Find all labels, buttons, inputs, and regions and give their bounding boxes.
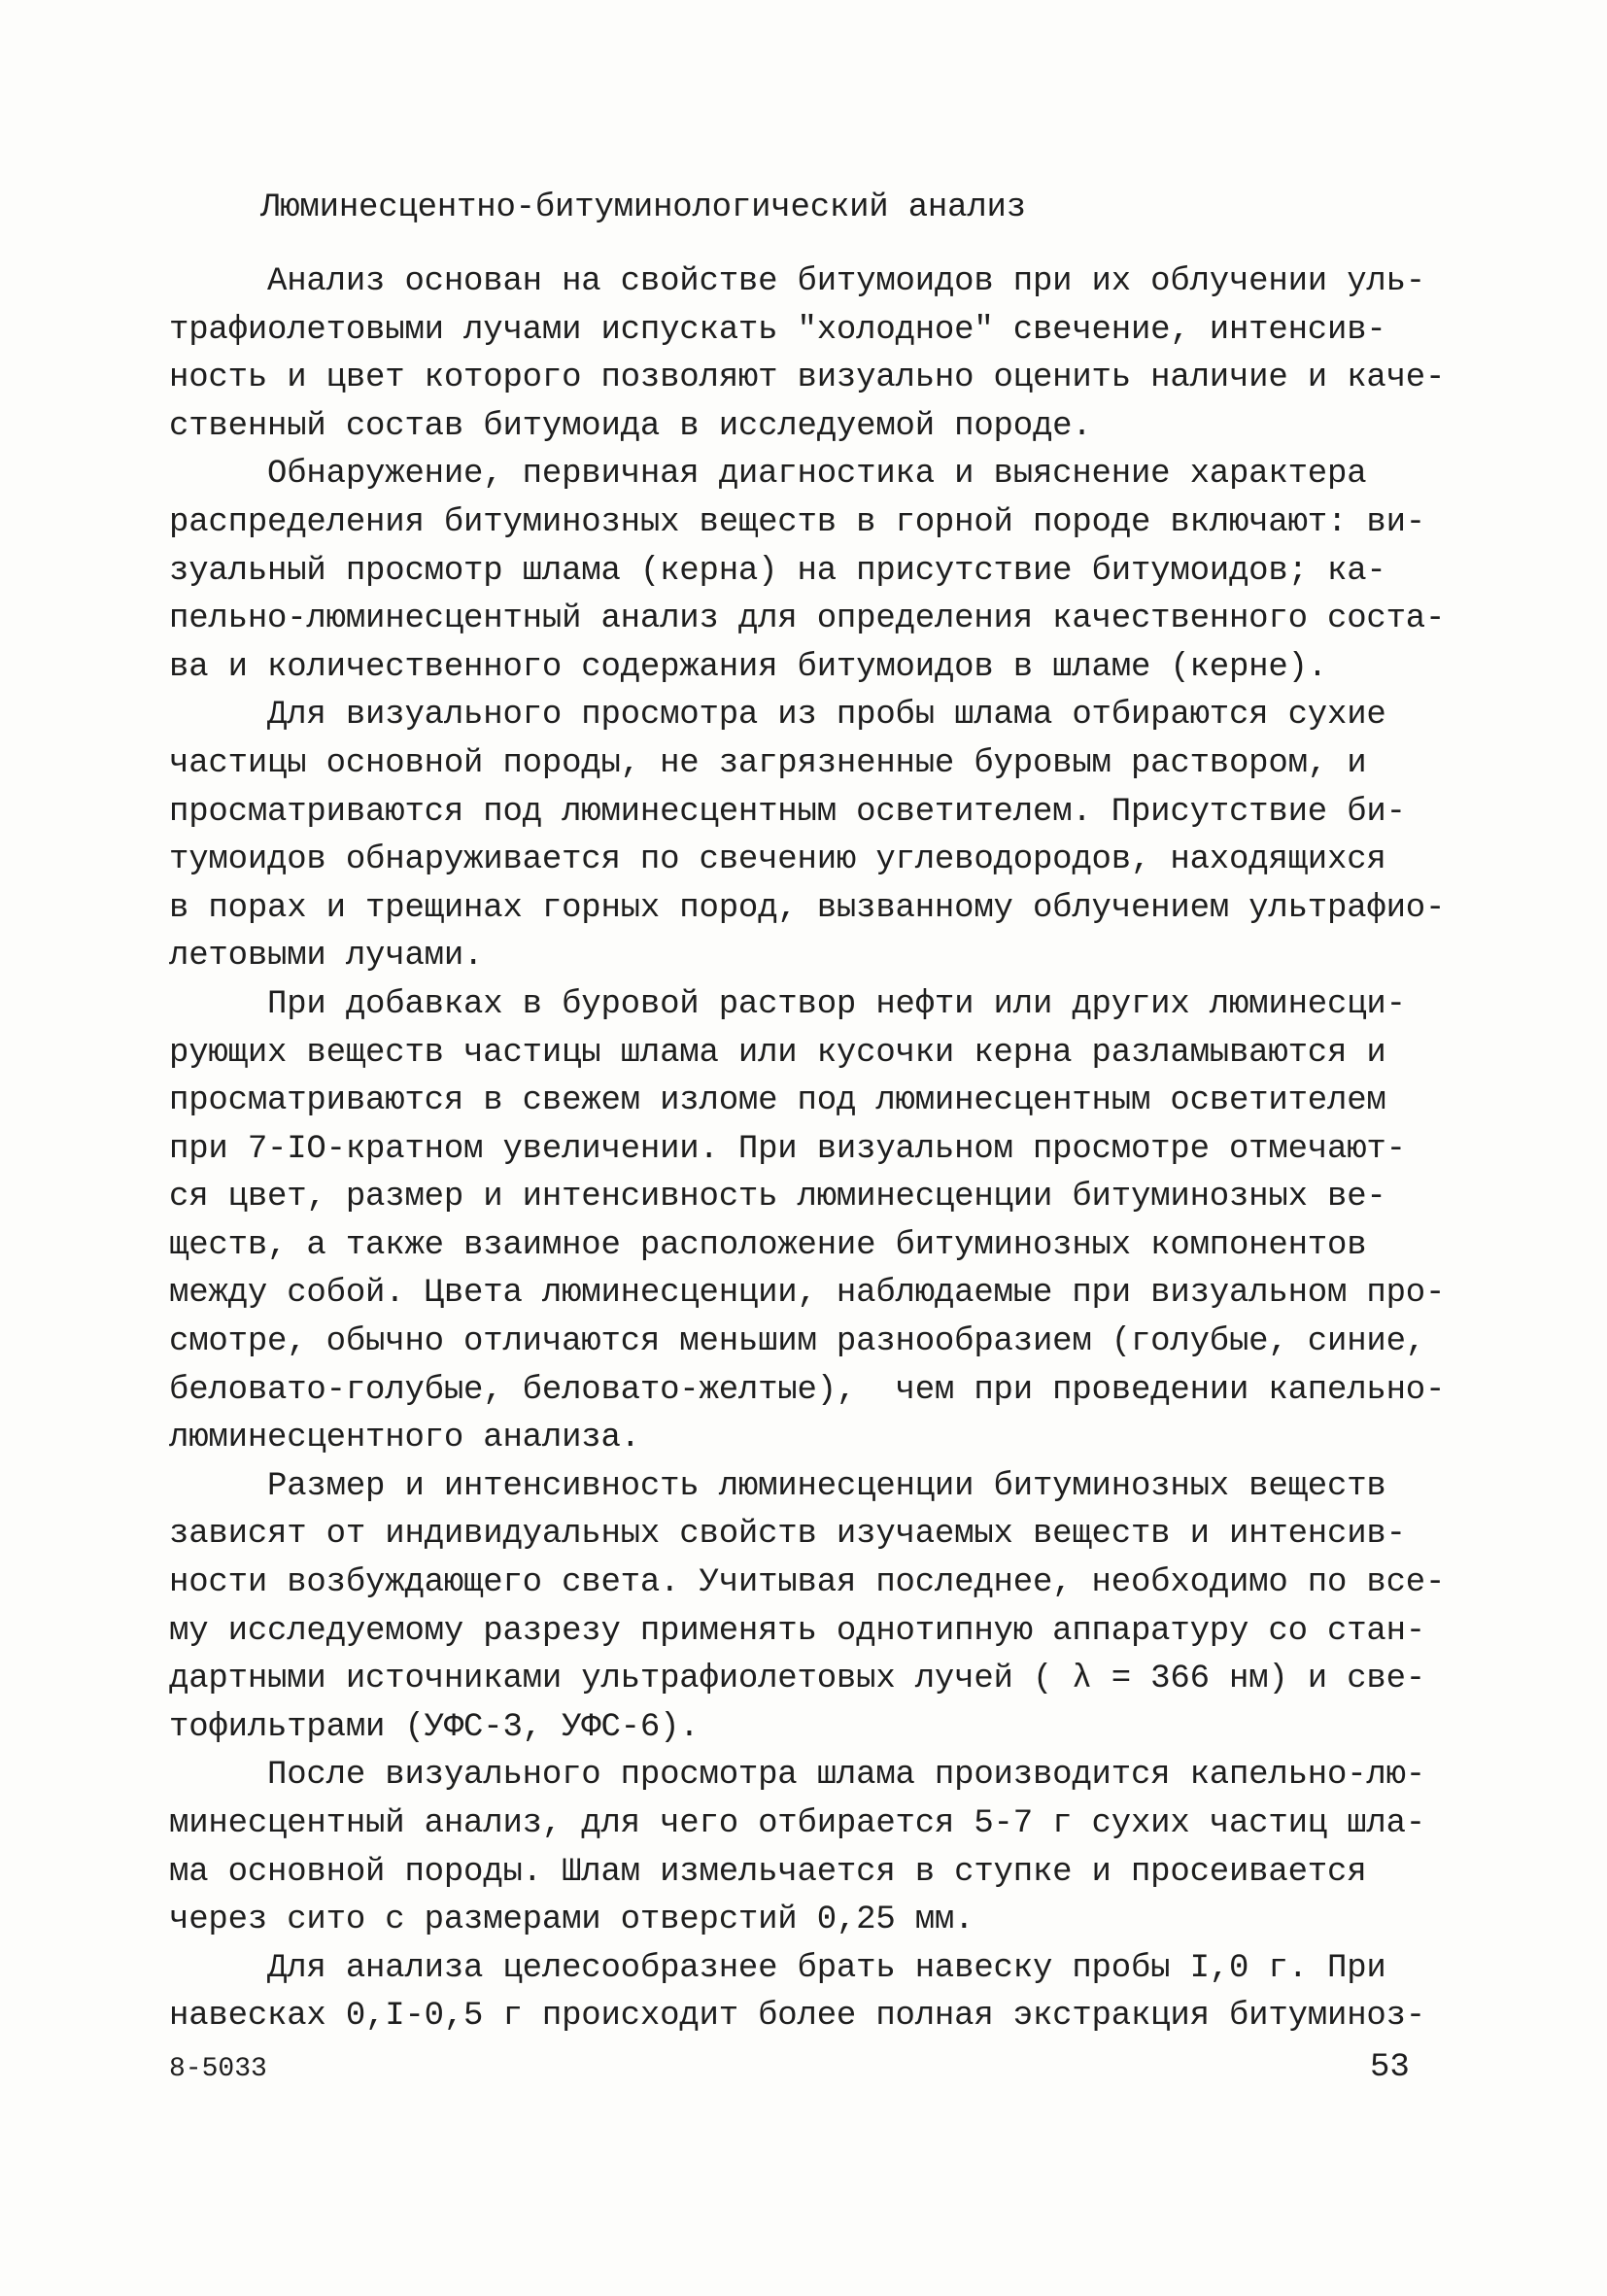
text-line: Размер и интенсивность люминесценции битуминозных веществ <box>169 1467 1386 1505</box>
text-line: зуальный просмотр шлама (керна) на присутствие битумоидов; ка- <box>169 552 1386 590</box>
body-text <box>169 258 1452 2041</box>
text-line: При добавках в буровой раствор нефти или других люминесци- <box>169 985 1406 1023</box>
text-line: рующих веществ частицы шлама или кусочки керна разламываются и <box>169 1034 1386 1072</box>
text-line: минесцентный анализ, для чего отбирается 5-7 г сухих частиц шла- <box>169 1805 1426 1842</box>
text-line: После визуального просмотра шлама производится капельно-лю- <box>169 1757 1426 1795</box>
text-line: Для визуального просмотра из пробы шлама отбираются сухие <box>169 697 1386 735</box>
text-line: ственный состав битумоида в исследуемой породе. <box>169 407 1092 445</box>
text-line: люминесцентного анализа. <box>169 1420 640 1457</box>
publication-code: 8-5033 <box>169 2054 267 2084</box>
text-line: летовыми лучами. <box>169 938 484 976</box>
text-line: ва и количественного содержания битумоидов в шламе (керне). <box>169 648 1327 686</box>
text-line: тофильтрами (УФС-3, УФС-6). <box>169 1708 700 1746</box>
text-line: ности возбуждающего света. Учитывая последнее, необходимо по все- <box>169 1564 1446 1602</box>
text-line: тумоидов обнаруживается по свечению углеводородов, находящихся <box>169 841 1386 879</box>
text-line: частицы основной породы, не загрязненные буровым раствором, и <box>169 744 1367 782</box>
text-line: ществ, а также взаимное расположение битуминозных компонентов <box>169 1226 1367 1264</box>
section-heading: Люминесцентно-битуминологический анализ <box>260 189 1026 226</box>
text-line: ма основной породы. Шлам измельчается в ступке и просеивается <box>169 1853 1367 1891</box>
page-number: 53 <box>1370 2049 1410 2086</box>
text-line: Для анализа целесообразнее брать навеску пробы I,0 г. При <box>169 1949 1386 1987</box>
text-line: зависят от индивидуальных свойств изучаемых веществ и интенсив- <box>169 1516 1406 1554</box>
text-line: му исследуемому разрезу применять однотипную аппаратуру со стан- <box>169 1612 1426 1650</box>
text-line: ся цвет, размер и интенсивность люминесценции битуминозных ве- <box>169 1179 1386 1217</box>
text-line: беловато-голубые, беловато-желтые), чем при проведении капельно- <box>169 1371 1446 1409</box>
text-line: дартными источниками ультрафиолетовых лучей ( λ = 366 нм) и све- <box>169 1661 1426 1698</box>
text-line: в порах и трещинах горных пород, вызванному облучением ультрафио- <box>169 889 1446 927</box>
text-line: просматриваются под люминесцентным осветителем. Присутствие би- <box>169 793 1406 831</box>
text-line: через сито с размерами отверстий 0,25 мм. <box>169 1902 974 1939</box>
text-line: просматриваются в свежем изломе под люминесцентным осветителем <box>169 1082 1386 1120</box>
text-line: распределения битуминозных веществ в горной породе включают: ви- <box>169 503 1426 541</box>
text-line: пельно-люминесцентный анализ для определения качественного соста- <box>169 600 1446 638</box>
text-line: Обнаружение, первичная диагностика и выяснение характера <box>169 456 1367 494</box>
text-line: между собой. Цвета люминесценции, наблюдаемые при визуальном про- <box>169 1275 1446 1313</box>
text-line: при 7-IO-кратном увеличении. При визуальном просмотре отмечают- <box>169 1130 1406 1168</box>
text-line: Анализ основан на свойстве битумоидов при их облучении уль- <box>169 263 1426 300</box>
text-line: ность и цвет которого позволяют визуально оценить наличие и каче- <box>169 360 1446 397</box>
text-line: смотре, обычно отличаются меньшим разнообразием (голубые, синие, <box>169 1323 1426 1361</box>
text-line: навесках 0,I-0,5 г происходит более полная экстракция битуминоз- <box>169 1998 1426 2036</box>
text-line: трафиолетовыми лучами испускать "холодное" свечение, интенсив- <box>169 311 1386 349</box>
